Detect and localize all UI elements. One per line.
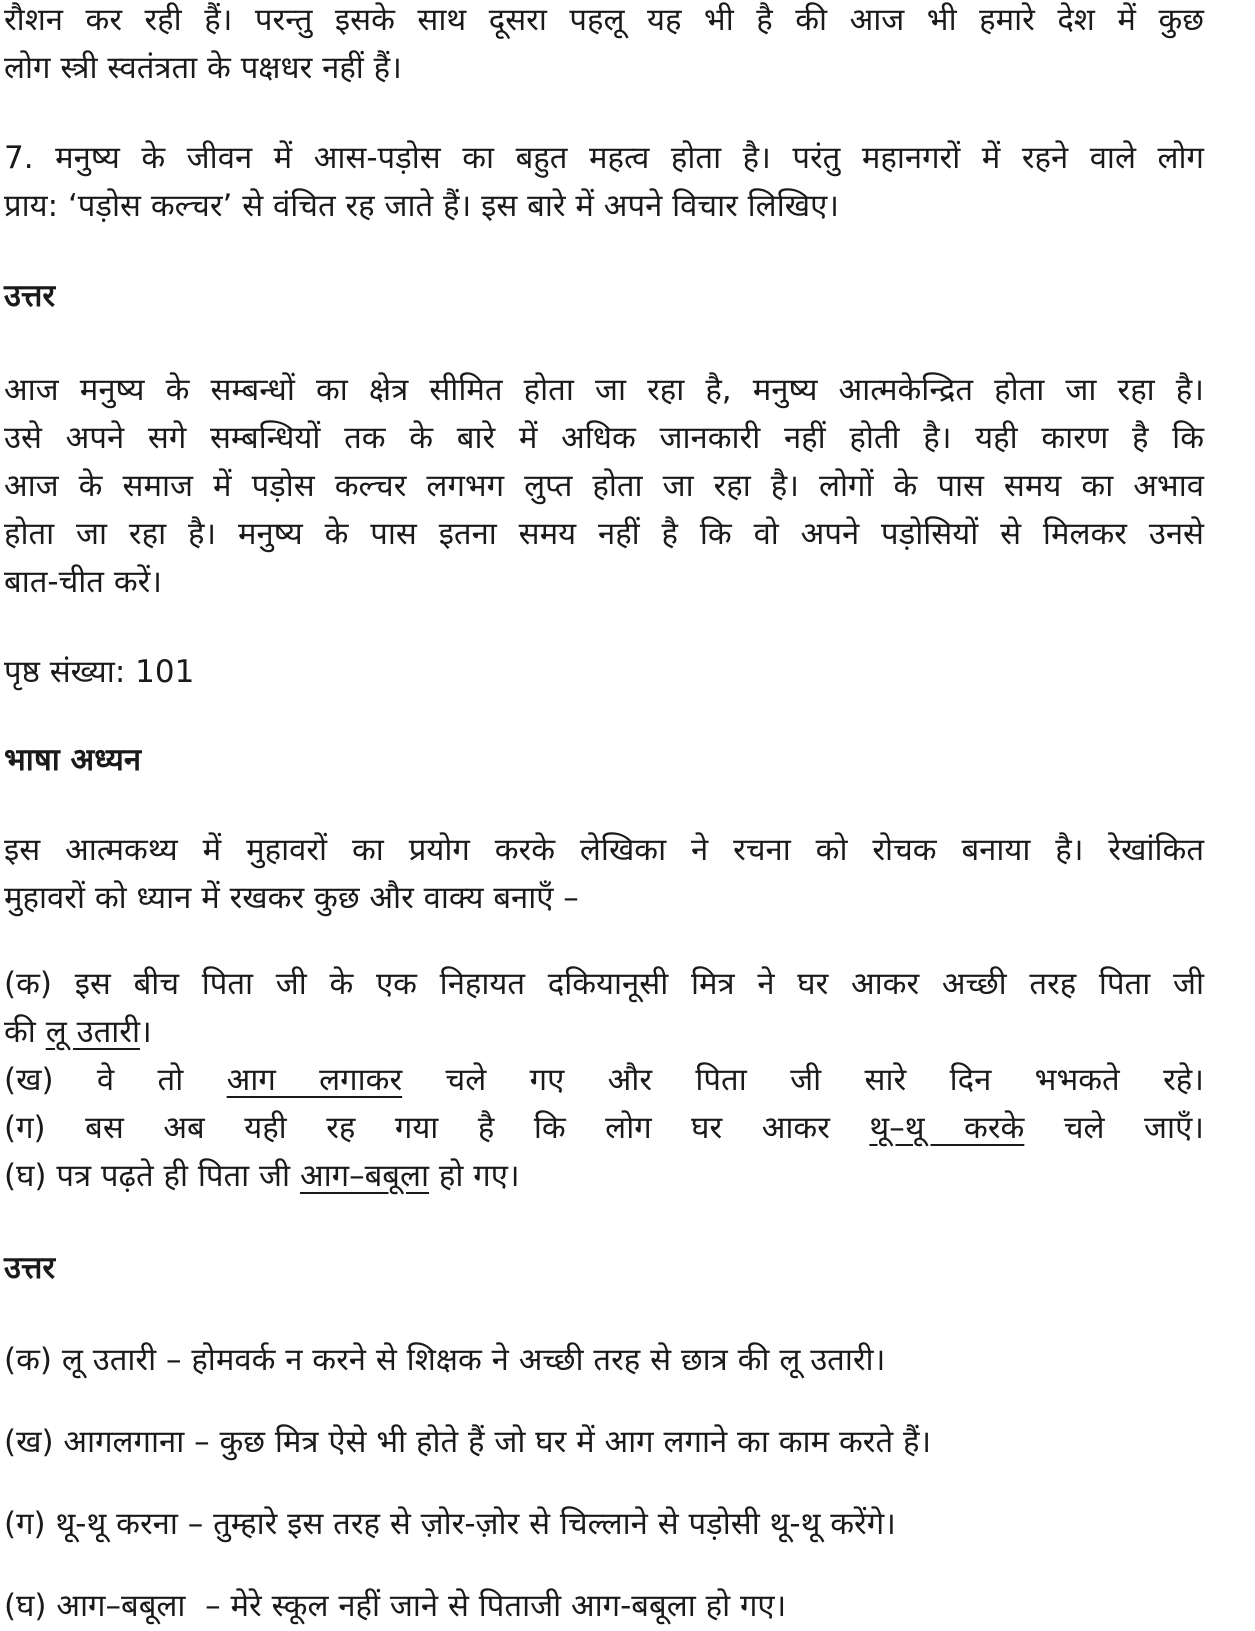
item-ga-prefix: (ग) बस अब यही रह गया है कि लोग घर आकर xyxy=(4,1110,870,1146)
intro-line-1: इस आत्मकथ्य में मुहावरों का प्रयोग करके लेखिका ने रचना को रोचक बनाया है। रेखांकित xyxy=(4,832,1204,868)
item-gha-suffix: हो गए। xyxy=(429,1158,520,1194)
answer-heading-1: उत्तर xyxy=(4,278,56,314)
answer-7-line-5: बात-चीत करें। xyxy=(4,564,163,600)
page-number: पृष्ठ संख्या: 101 xyxy=(4,654,195,690)
answer-kha: (ख) आगलगाना – कुछ मित्र ऐसे भी होते हैं जो घर में आग लगाने का काम करते हैं। xyxy=(4,1424,932,1460)
item-kha xyxy=(4,1056,1204,1104)
intro-line-2: मुहावरों को ध्यान में रखकर कुछ और वाक्य बनाएँ – xyxy=(4,880,579,916)
idiom-lu-utari: लू उतारी xyxy=(45,1014,140,1050)
idiom-thoo-thoo: थू–थू करके xyxy=(869,1110,1025,1146)
answer-7-line-1: आज मनुष्य के सम्बन्धों का क्षेत्र सीमित होता जा रहा है, मनुष्य आत्मकेन्द्रित होता जा रहा है। xyxy=(4,372,1204,408)
section-heading: भाषा अध्यन xyxy=(4,742,142,778)
answer-heading-2: उत्तर xyxy=(4,1250,56,1286)
top-paragraph-line-2: लोग स्त्री स्वतंत्रता के पक्षधर नहीं हैं। xyxy=(4,50,402,86)
intro-paragraph xyxy=(4,826,1204,922)
item-ka-line-1: (क) इस बीच पिता जी के एक निहायत दकियानूसी मित्र ने घर आकर अच्छी तरह पिता जी xyxy=(4,966,1204,1002)
question-7-line-1: 7. मनुष्य के जीवन में आस-पड़ोस का बहुत महत्व होता है। परंतु महानगरों में रहने वाले लोग xyxy=(4,140,1204,176)
answer-7 xyxy=(4,366,1204,606)
answer-ka: (क) लू उतारी – होमवर्क न करने से शिक्षक ने अच्छी तरह से छात्र की लू उतारी। xyxy=(4,1342,886,1378)
document-page xyxy=(4,0,1204,1630)
item-gha-prefix: (घ) पत्र पढ़ते ही पिता जी xyxy=(4,1158,300,1194)
item-kha-suffix: चले गए और पिता जी सारे दिन भभकते रहे। xyxy=(402,1062,1204,1098)
answer-7-line-3: आज के समाज में पड़ोस कल्चर लगभग लुप्त होता जा रहा है। लोगों के पास समय का अभाव xyxy=(4,468,1204,504)
item-ga xyxy=(4,1104,1204,1152)
item-ka-line-2 xyxy=(4,1008,1204,1056)
answer-7-line-2: उसे अपने सगे सम्बन्धियों तक के बारे में अधिक जानकारी नहीं होती है। यही कारण है कि xyxy=(4,420,1204,456)
answer-gha: (घ) आग–बबूला – मेरे स्कूल नहीं जाने से पिताजी आग-बबूला हो गए। xyxy=(4,1588,787,1624)
top-paragraph-line-1: रौशन कर रही हैं। परन्तु इसके साथ दूसरा पहलू यह भी है की आज भी हमारे देश में कुछ xyxy=(4,2,1204,38)
question-7 xyxy=(4,134,1204,230)
top-paragraph xyxy=(4,0,1204,92)
question-7-line-2: प्राय: ‘पड़ोस कल्चर’ से वंचित रह जाते हैं। इस बारे में अपने विचार लिखिए। xyxy=(4,188,839,224)
item-ka-prefix: की xyxy=(4,1014,46,1050)
idiom-aag-babula: आग–बबूला xyxy=(299,1158,430,1194)
answer-ga: (ग) थू-थू करना – तुम्हारे इस तरह से ज़ोर-ज़ोर से चिल्लाने से पड़ोसी थू-थू करेंगे। xyxy=(4,1506,896,1542)
item-ga-suffix: चले जाएँ। xyxy=(1024,1110,1204,1146)
item-ka-suffix: । xyxy=(139,1014,152,1050)
item-kha-prefix: (ख) वे तो xyxy=(4,1062,227,1098)
answer-7-line-4: होता जा रहा है। मनुष्य के पास इतना समय नहीं है कि वो अपने पड़ोसियों से मिलकर उनसे xyxy=(4,516,1204,552)
idiom-aag-lagakar: आग लगाकर xyxy=(226,1062,403,1098)
item-gha xyxy=(4,1152,1204,1200)
idiom-items xyxy=(4,960,1204,1200)
